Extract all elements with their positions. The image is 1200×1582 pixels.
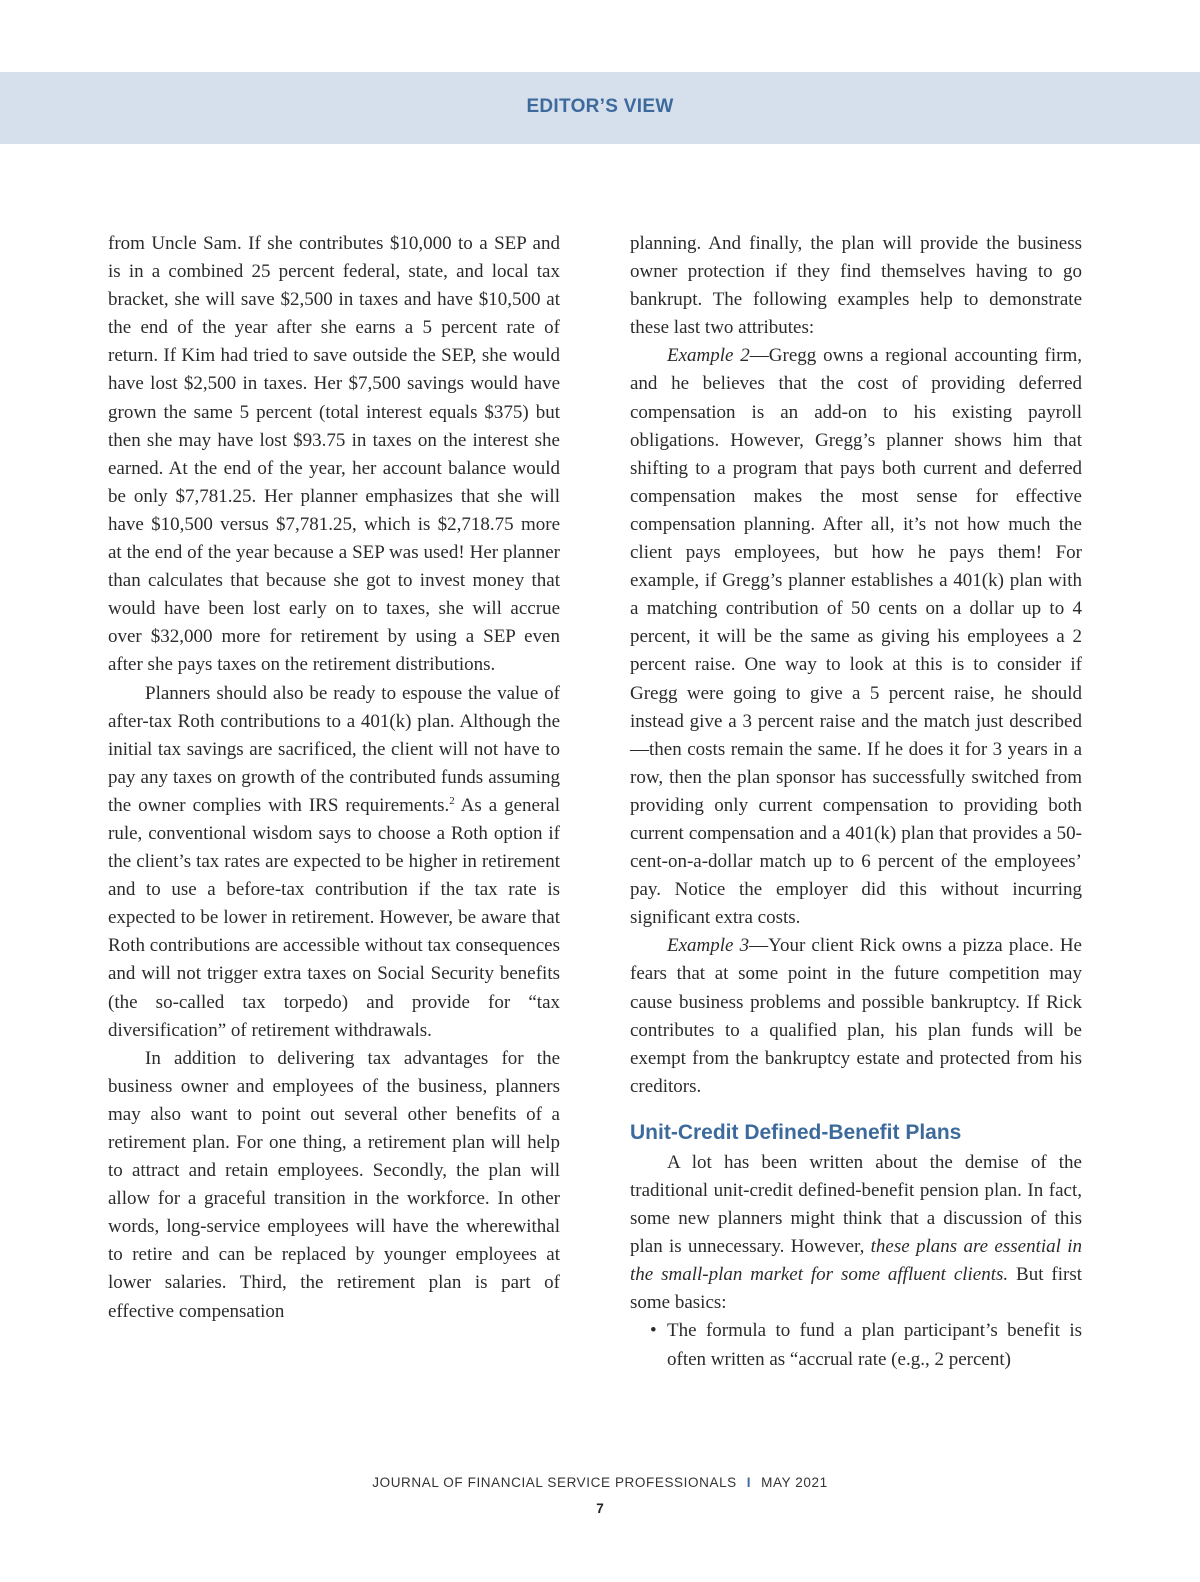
footer: [0, 1475, 1200, 1490]
paragraph: In addition to delivering tax advantages for the business owner and employees of the business, planners may also want to point out several other benefits of a retirement plan. For one thing, a retirement plan will help to attract and retain employees. Secondly, the plan will allow for a graceful transition in the workforce. In other words, long-service employees will have the wherewithal to retire and can be replaced by younger employees at lower salaries. Third, the retirement plan is part of effective compensation: [108, 1047, 560, 1322]
example-2-text: —Gregg owns a regional accounting firm, and he believes that the cost of providing deferred compensation is an add-on to his existing payroll obligations. However, Gregg’s planner shows him that shifting to a program that pays both current and deferred compensation makes the most sense for effective compensation planning. After all, it’s not how much the client pays employees, but how he pays them! For example, if Gregg’s planner establishes a 401(k) plan with a matching contribution of 50 cents on a dollar up to 4 percent, it will be the same as giving his employees a 2 percent raise. One way to look at this is to consider if Gregg were going to give a 5 percent raise, he should instead give a 3 percent raise and the match just described—then costs remain the same. If he does it for 3 years in a row, then the plan sponsor has successfully switched from providing only current compensation to providing both current compensation and a 401(k) plan that provides a 50-cent-on-a-dollar match up to 6 percent of the employees’ pay. Notice the employer did this without incurring significant extra costs.: [630, 345, 1082, 929]
example-2-paragraph: [630, 342, 1082, 932]
subheading: Unit-Credit Defined-Benefit Plans: [630, 1120, 962, 1144]
paragraph-text-end: But first some basics:: [630, 1264, 1082, 1314]
example-3-paragraph: [630, 932, 1082, 1101]
right-column: [630, 230, 1082, 1374]
paragraph-roth-text: Planners should also be ready to espouse the value of after-tax Roth contributions to a 401(k) plan. Although the initial tax savings are sacrificed, the client will not have to pay any taxes on growth of the contributed funds assuming the owner complies with IRS requirements.: [108, 682, 560, 816]
example-2-label: Example 2: [667, 345, 750, 367]
paragraph: from Uncle Sam. If she contributes $10,000 to a SEP and is in a combined 25 percent federal, state, and local tax bracket, she will save $2,500 in taxes and have $10,500 at the end of the year after she earns a 5 percent rate of return. If Kim had tried to save outside the SEP, she would have lost $2,500 in taxes. Her $7,500 savings would have grown the same 5 percent (total interest equals $375) but then she may have lost $93.75 in taxes on the interest she earned. At the end of the year, her account balance would be only $7,781.25. Her planner emphasizes that she will have $10,500 versus $7,781.25, which is $2,718.75 more at the end of the year because a SEP was used! Her planner than calculates that because she got to invest money that would have been lost early on to taxes, she will accrue over $32,000 more for retirement by using a SEP even after she pays taxes on the retirement distributions.: [108, 233, 560, 676]
list-item-text: The formula to fund a plan participant’s benefit is often written as “accrual rate (e.g., 2 percent): [667, 1320, 1082, 1370]
left-column: [108, 230, 560, 1326]
paragraph-emphasis: these plans are essential in the small-plan market for some affluent clients.: [630, 1236, 1083, 1286]
section-label: EDITOR’S VIEW: [526, 96, 674, 117]
issue-date: MAY 2021: [761, 1475, 828, 1490]
footer-separator: I: [746, 1475, 752, 1490]
footnote-ref: 2: [449, 794, 455, 807]
paragraph-roth-text-cont: As a general rule, conventional wisdom says to choose a Roth option if the client’s tax rates are expected to be higher in retirement and to use a before-tax contribution if the tax rate is expected to be lower in retirement. However, be aware that Roth contributions are accessible without tax consequences and will not trigger extra taxes on Social Security benefits (the so-called tax torpedo) and provide for “tax diversification” of retirement withdrawals.: [108, 794, 561, 1041]
example-3-text: —Your client Rick owns a pizza place. He fears that at some point in the future competition may cause business problems and possible bankruptcy. If Rick contributes to a qualified plan, his plan funds will be exempt from the bankruptcy estate and protected from his creditors.: [630, 935, 1082, 1097]
bullet-icon: •: [650, 1320, 657, 1342]
journal-name: JOURNAL OF FINANCIAL SERVICE PROFESSIONALS: [372, 1475, 737, 1490]
page-number: 7: [596, 1501, 604, 1516]
paragraph-text: A lot has been written about the demise of the traditional unit-credit defined-benefit pension plan. In fact, some new planners might think that a discussion of this plan is unnecessary. However,: [630, 1151, 1082, 1258]
bullet-list: [630, 1317, 1082, 1373]
example-3-label: Example 3: [667, 935, 750, 957]
paragraph-unit-credit: [630, 1149, 1082, 1318]
paragraph: planning. And finally, the plan will provide the business owner protection if they find themselves having to go bankrupt. The following examples help to demonstrate these last two attributes:: [630, 233, 1082, 339]
paragraph-roth: [108, 680, 560, 1045]
list-item: [630, 1317, 1082, 1373]
